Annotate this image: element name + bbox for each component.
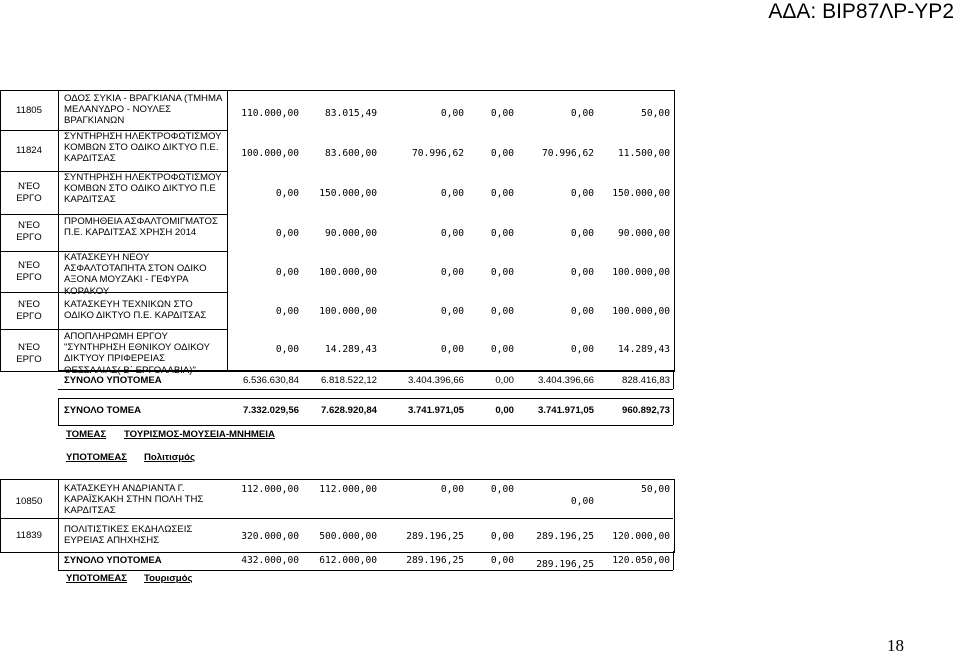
table-row-desc: ΟΔΟΣ ΣΥΚΙΑ - ΒΡΑΓΚΙΑΝΑ (ΤΜΗΜΑ ΜΕΛΑΝΥΔΡΟ - ΝΟΥΛΕΣ ΒΡΑΓΚΙΑΝΩΝ [64, 93, 222, 127]
subsector-value: Πολιτισμός [144, 452, 196, 463]
table-row-code: 11805 [16, 105, 42, 116]
subsector-value-2: Τουρισμός [144, 573, 193, 584]
subsector-label: ΥΠΟΤΟΜΕΑΣ [66, 452, 128, 463]
sector-value: ΤΟΥΡΙΣΜΟΣ-ΜΟΥΣΕΙΑ-ΜΝΗΜΕΙΑ [124, 429, 275, 440]
table1-col-divider [58, 90, 59, 370]
page-number: 18 [887, 636, 904, 655]
subsector-label-2: ΥΠΟΤΟΜΕΑΣ [66, 573, 128, 584]
sector-label: ΤΟΜΕΑΣ [66, 429, 107, 440]
subtotal-label: ΣΥΝΟΛΟ ΥΠΟΤΟΜΕΑ [64, 375, 162, 386]
total-label: ΣΥΝΟΛΟ ΤΟΜΕΑ [64, 405, 142, 416]
ada-header: ΑΔΑ: ΒΙΡ87ΛΡ-ΥΡ2 [768, 0, 954, 23]
